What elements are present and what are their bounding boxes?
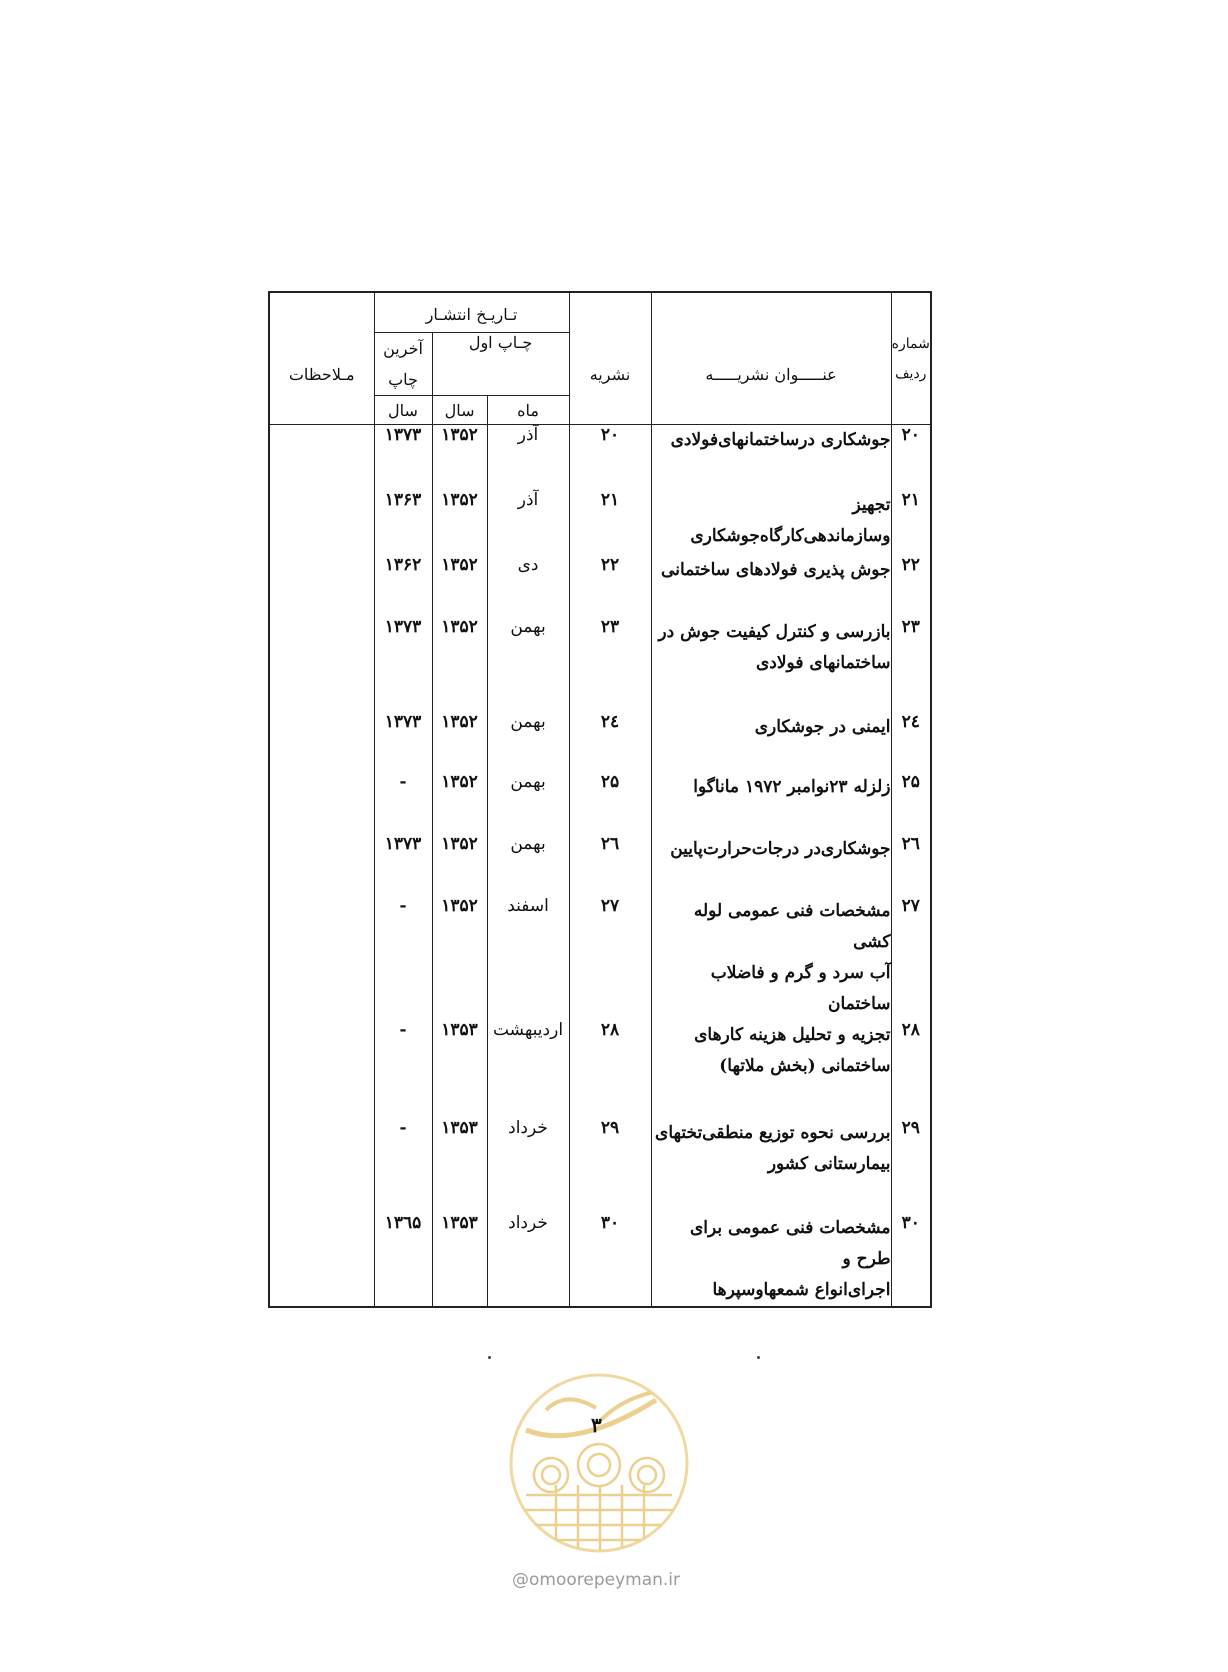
omoorepeyman-logo-watermark [506,1370,692,1556]
row-number: ۲۲ [891,555,931,617]
publication-title [651,1118,891,1213]
publication-number: ۳۰ [569,1213,651,1307]
publication-title [651,896,891,1020]
remarks-cell [269,555,374,617]
first-print-month: اسفند [487,896,569,1020]
table-row [269,490,931,555]
header-year: سال [432,396,487,425]
publication-title [651,425,891,490]
title-line: اجرای‌انواع شمعهاوسپرها [712,1279,891,1300]
publication-number: ۲۳ [569,617,651,712]
title-line: مشخصات فنی عمومی برای طرح و [689,1217,891,1269]
row-number: ۲٦ [891,834,931,896]
first-print-year: ۱۳۵۲ [432,617,487,712]
table-row [269,712,931,772]
row-number: ۲۱ [891,490,931,555]
first-print-month: آذر [487,425,569,490]
title-line: جوش پذیری فولادهای ساختمانی [661,559,891,580]
last-print-year: ۱۳۷۳ [374,834,432,896]
row-number: ۲۰ [891,425,931,490]
title-line: زلزله ۲۳نوامبر ۱۹۷۲ ماناگوا [693,776,891,797]
publication-number: ۲٦ [569,834,651,896]
first-print-year: ۱۳۵۲ [432,834,487,896]
title-line: تجهیز وسازماندهی‌کارگاه‌جوشکاری [690,494,891,546]
last-print-year: ۱۳۶۲ [374,555,432,617]
first-print-month: بهمن [487,617,569,712]
table-row [269,555,931,617]
first-print-year: ۱۳۵۲ [432,896,487,1020]
remarks-cell [269,1020,374,1118]
table-row [269,896,931,1020]
publication-number: ۲۹ [569,1118,651,1213]
title-line: ایمنی در جوشکاری [754,716,891,737]
first-print-month: خرداد [487,1213,569,1307]
last-print-year: ۱۳۷۳ [374,425,432,490]
header-last-year: سال [374,396,432,425]
page-number: ۳ [591,1413,602,1437]
title-line: بازرسی و کنترل کیفیت جوش در [658,621,891,642]
last-print-year: - [374,1118,432,1213]
publication-title [651,490,891,555]
last-print-year: - [374,896,432,1020]
last-print-year: ۱۳٦۵ [374,1213,432,1307]
remarks-cell [269,425,374,490]
publication-title [651,1020,891,1118]
row-number: ۲۹ [891,1118,931,1213]
title-line: آب سرد و گرم و فاضلاب ساختمان [710,962,891,1014]
row-number: ۲۸ [891,1020,931,1118]
last-print-year: ۱۳۷۳ [374,712,432,772]
table-row [269,1213,931,1307]
header-remarks: مـلاحظات [269,292,374,425]
row-number: ۲۳ [891,617,931,712]
publication-title [651,834,891,896]
remarks-cell [269,617,374,712]
remarks-cell [269,896,374,1020]
publication-title [651,772,891,834]
publication-number: ۲۲ [569,555,651,617]
publication-title [651,617,891,712]
last-print-year: ۱۳۶۳ [374,490,432,555]
first-print-year: ۱۳۵۲ [432,772,487,834]
header-row-number: شماره ردیف [891,292,931,425]
title-line: بررسی نحوه توزیع منطقی‌تختهای [655,1122,891,1143]
first-print-year: ۱۳۵۲ [432,425,487,490]
row-number: ۳۰ [891,1213,931,1307]
table-row [269,1118,931,1213]
first-print-month: بهمن [487,834,569,896]
publication-number: ۲۵ [569,772,651,834]
row-number: ۲٤ [891,712,931,772]
table-row [269,617,931,712]
table-row [269,1020,931,1118]
first-print-year: ۱۳۵۲ [432,555,487,617]
row-number: ۲۵ [891,772,931,834]
title-line: تجزیه و تحلیل هزینه کارهای [694,1024,891,1045]
table-row [269,425,931,490]
first-print-year: ۱۳۵۳ [432,1213,487,1307]
remarks-cell [269,490,374,555]
first-print-month: بهمن [487,712,569,772]
first-print-month: خرداد [487,1118,569,1213]
publication-number: ۲۱ [569,490,651,555]
publication-number: ۲۷ [569,896,651,1020]
publication-number: ۲٤ [569,712,651,772]
first-print-month: دی [487,555,569,617]
header-publication-date: تـاریـخ انتشـار [374,292,569,333]
row-number: ۲۷ [891,896,931,1020]
title-line: بیمارستانی کشور [767,1153,891,1174]
publication-number: ۲۰ [569,425,651,490]
remarks-cell [269,712,374,772]
first-print-month: اردیبهشت [487,1020,569,1118]
first-print-month: بهمن [487,772,569,834]
first-print-year: ۱۳۵۲ [432,490,487,555]
table-row [269,772,931,834]
header-publication: نشریه [569,292,651,425]
publication-title [651,712,891,772]
title-line: ساختمانهای فولادی [755,652,891,673]
publication-title [651,555,891,617]
remarks-cell [269,834,374,896]
scan-speck [757,1356,760,1359]
title-line: جوشکاری‌در درجات‌حرارت‌پایین [670,838,891,859]
title-line: ساختمانی (بخش ملاتها) [719,1055,891,1076]
first-print-month: آذر [487,490,569,555]
table-body [269,425,931,1307]
watermark-site: @omoorepeyman.ir [512,1570,681,1590]
remarks-cell [269,1213,374,1307]
header-title: عنـــــوان نشریـــــه [651,292,891,425]
publication-title [651,1213,891,1307]
last-print-year: - [374,772,432,834]
last-print-year: ۱۳۷۳ [374,617,432,712]
remarks-cell [269,772,374,834]
publications-table [268,291,932,1308]
remarks-cell [269,1118,374,1213]
publication-number: ۲۸ [569,1020,651,1118]
first-print-year: ۱۳۵۲ [432,712,487,772]
first-print-year: ۱۳۵۳ [432,1020,487,1118]
table-row [269,834,931,896]
last-print-year: - [374,1020,432,1118]
title-line: مشخصات فنی عمومی لوله کشی [693,900,891,952]
header-first-print: چـاپ اول [432,333,569,396]
title-line: جوشکاری درساختمانهای‌فولادی [670,430,891,450]
first-print-year: ۱۳۵۳ [432,1118,487,1213]
header-month: ماه [487,396,569,425]
header-last-print: آخرین چاپ [374,333,432,396]
scan-speck [488,1356,491,1359]
